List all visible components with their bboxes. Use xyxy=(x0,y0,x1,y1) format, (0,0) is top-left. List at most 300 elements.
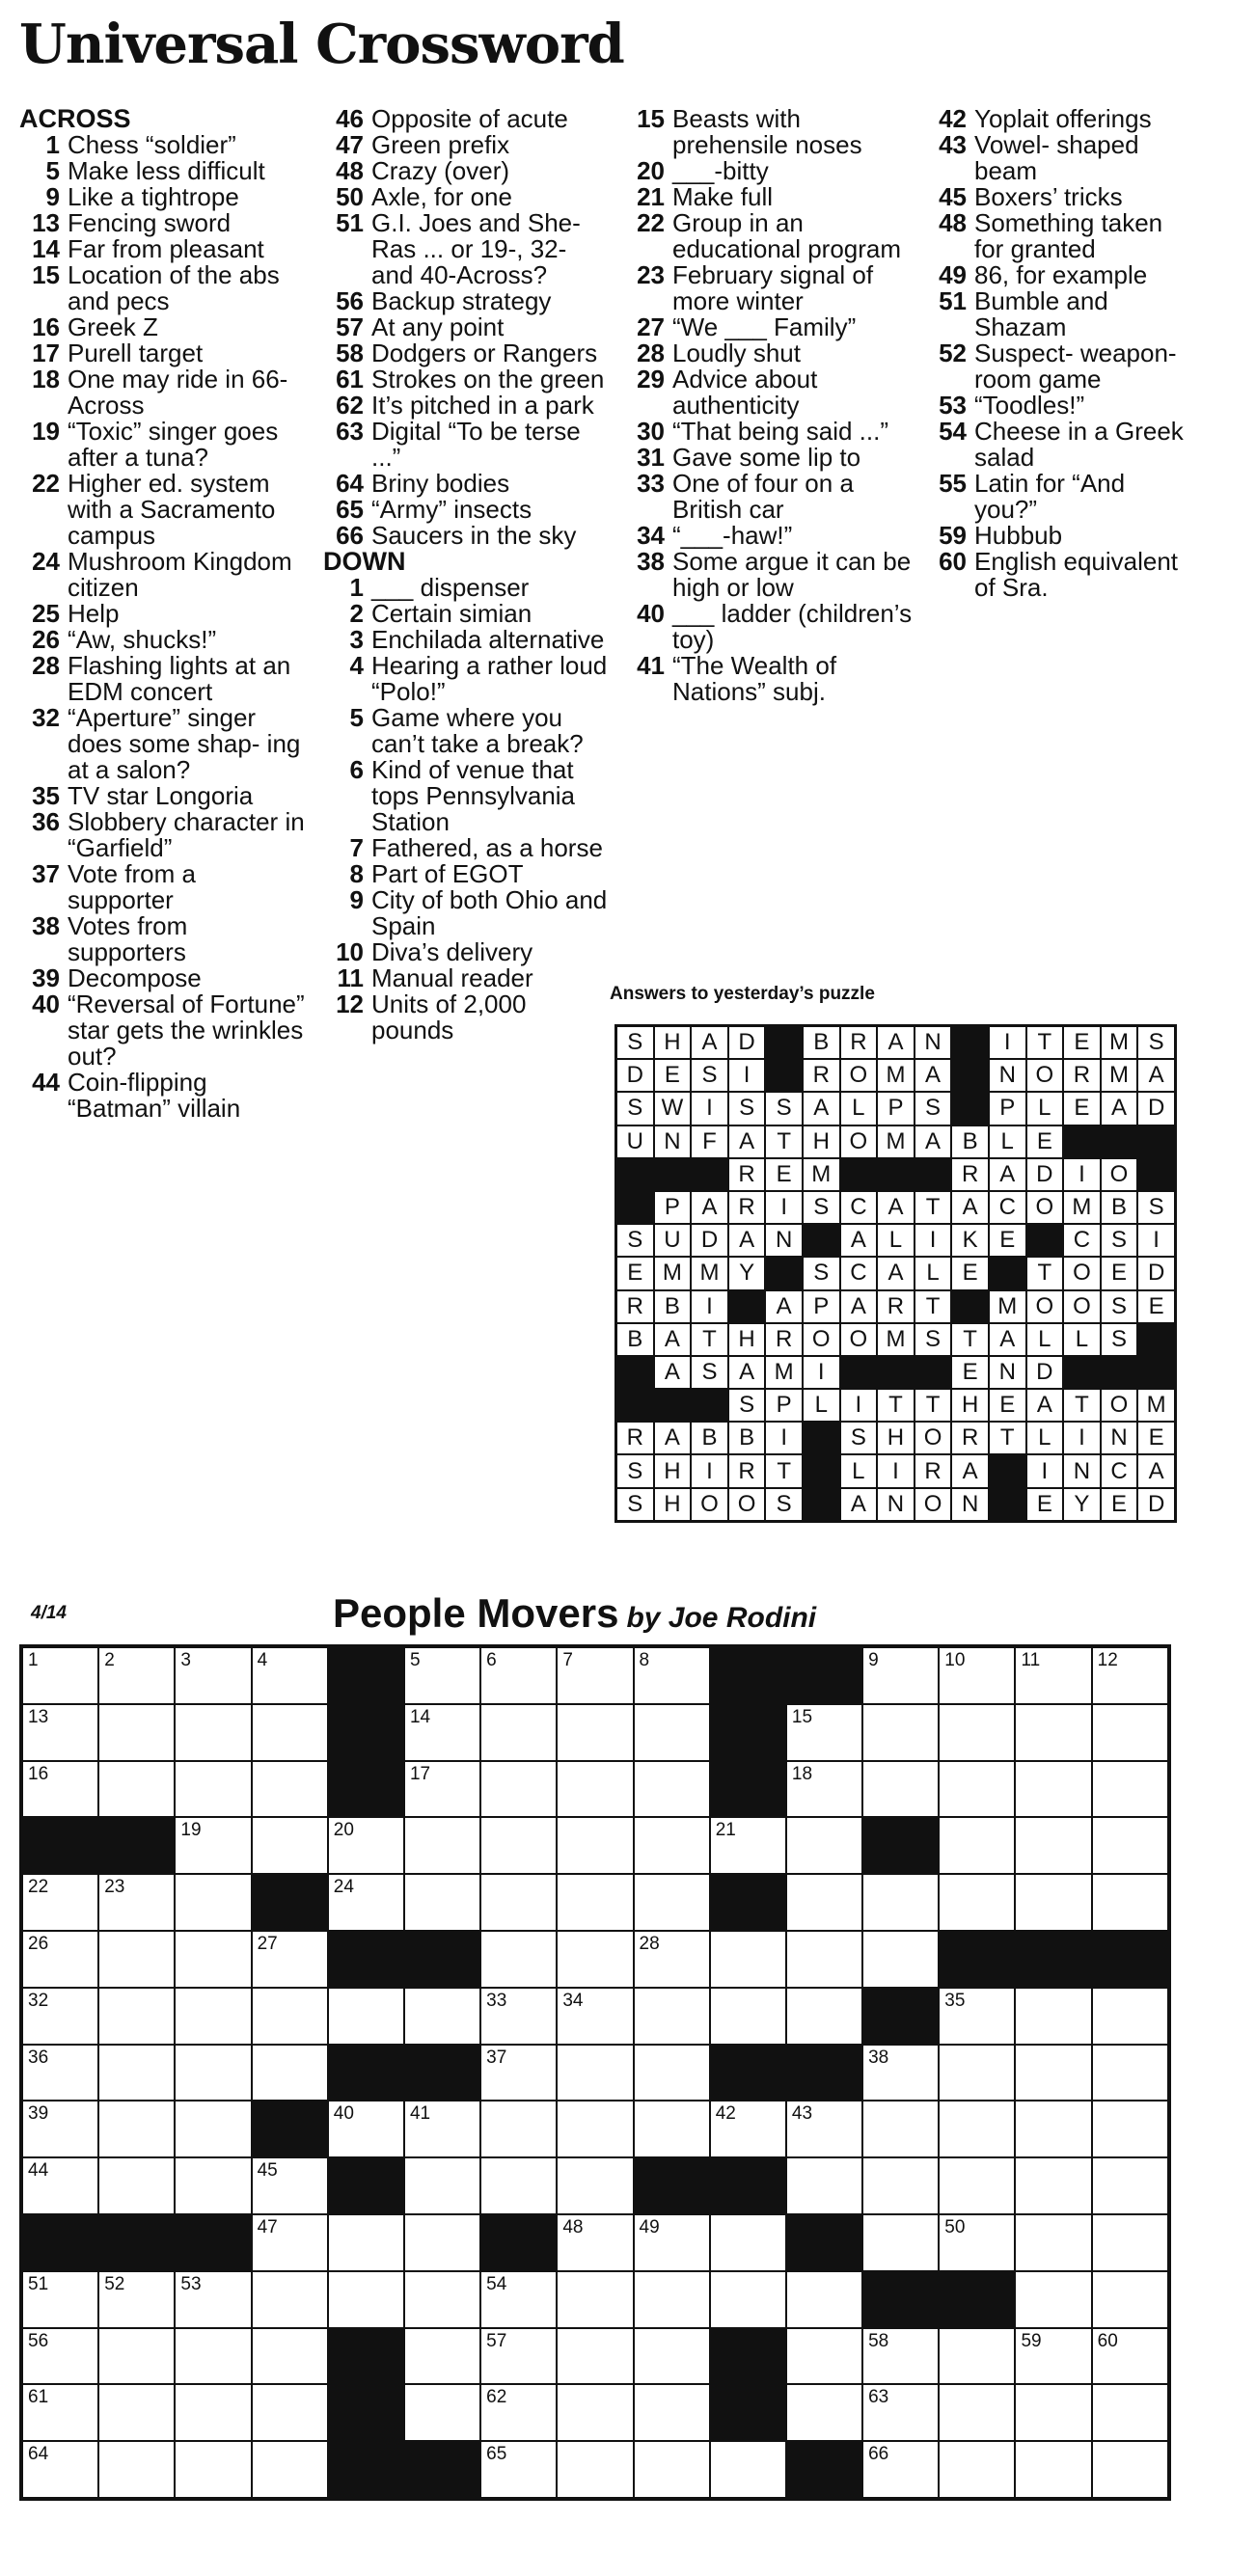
grid-cell[interactable] xyxy=(98,1988,175,2045)
answer-cell: O xyxy=(840,1323,878,1356)
answer-block xyxy=(765,1257,803,1289)
grid-cell[interactable] xyxy=(557,2045,633,2101)
clue xyxy=(926,106,1187,132)
grid-cell[interactable] xyxy=(480,2045,557,2101)
answer-cell: A xyxy=(728,1125,766,1158)
grid-cell[interactable] xyxy=(939,1647,1015,1704)
answer-block xyxy=(989,1454,1026,1487)
grid-block xyxy=(98,1817,175,1874)
grid-cell[interactable] xyxy=(22,2157,98,2214)
grid-cell[interactable] xyxy=(328,1817,404,1874)
grid-cell[interactable] xyxy=(634,2045,710,2101)
grid-cell[interactable] xyxy=(252,2045,328,2101)
grid-cell[interactable] xyxy=(22,1931,98,1988)
grid-cell[interactable] xyxy=(939,2384,1015,2441)
grid-cell[interactable] xyxy=(98,1874,175,1931)
answer-cell: N xyxy=(915,1026,952,1059)
grid-cell[interactable] xyxy=(98,1931,175,1988)
grid-cell[interactable] xyxy=(786,1874,862,1931)
grid-cell[interactable] xyxy=(404,1817,480,1874)
grid-cell[interactable] xyxy=(786,1704,862,1761)
grid-cell[interactable] xyxy=(1092,1704,1168,1761)
grid-cell[interactable] xyxy=(252,1647,328,1704)
grid-cell[interactable] xyxy=(98,2271,175,2328)
grid-cell[interactable] xyxy=(939,1817,1015,1874)
grid-cell[interactable] xyxy=(404,2157,480,2214)
grid-cell[interactable] xyxy=(252,1761,328,1818)
grid-cell[interactable] xyxy=(786,1988,862,2045)
grid-cell[interactable] xyxy=(98,2441,175,2498)
answer-block xyxy=(877,1356,915,1389)
grid-block xyxy=(710,1761,786,1818)
grid-cell[interactable] xyxy=(557,1931,633,1988)
clue xyxy=(624,653,914,705)
grid-cell[interactable] xyxy=(328,1988,404,2045)
grid-cell[interactable] xyxy=(1015,1988,1091,2045)
grid-cell[interactable] xyxy=(1015,2328,1091,2385)
clue-number: 41 xyxy=(637,651,665,680)
grid-block xyxy=(1092,1931,1168,1988)
grid-cell[interactable] xyxy=(786,2101,862,2157)
grid-cell[interactable] xyxy=(710,1817,786,1874)
grid-cell[interactable] xyxy=(328,2271,404,2328)
grid-cell[interactable] xyxy=(404,1647,480,1704)
grid-cell[interactable] xyxy=(557,2271,633,2328)
grid-cell[interactable] xyxy=(404,2214,480,2271)
clue-number: 2 xyxy=(349,599,364,628)
grid-cell[interactable] xyxy=(22,1761,98,1818)
answer-cell: M xyxy=(877,1059,915,1092)
grid-block xyxy=(404,2045,480,2101)
grid-block xyxy=(939,1931,1015,1988)
grid-cell[interactable] xyxy=(1015,1647,1091,1704)
cell-number: 62 xyxy=(486,2387,507,2408)
cell-number: 7 xyxy=(562,1650,573,1670)
answer-cell: A xyxy=(654,1323,692,1356)
answer-cell: D xyxy=(1137,1092,1175,1125)
clue-text: English equivalent of Sra. xyxy=(974,547,1179,602)
grid-cell[interactable] xyxy=(252,1988,328,2045)
clue-text: City of both Ohio and Spain xyxy=(371,885,608,940)
grid-cell[interactable] xyxy=(1092,1874,1168,1931)
grid-cell[interactable] xyxy=(1015,2214,1091,2271)
grid-cell[interactable] xyxy=(710,1931,786,1988)
grid-cell[interactable] xyxy=(634,1931,710,1988)
answer-cell: L xyxy=(1026,1323,1064,1356)
grid-cell[interactable] xyxy=(939,1761,1015,1818)
clue-number: 17 xyxy=(32,339,60,367)
grid-cell[interactable] xyxy=(557,1647,633,1704)
grid-cell[interactable] xyxy=(480,2328,557,2385)
clue xyxy=(323,393,613,419)
grid-cell[interactable] xyxy=(862,2101,939,2157)
clue xyxy=(19,705,309,783)
grid-cell[interactable] xyxy=(404,2328,480,2385)
grid-cell[interactable] xyxy=(22,2271,98,2328)
clue-number: 30 xyxy=(637,417,665,446)
answer-cell: I xyxy=(803,1356,840,1389)
grid-cell[interactable] xyxy=(634,2101,710,2157)
grid-cell[interactable] xyxy=(710,1988,786,2045)
grid-cell[interactable] xyxy=(786,2384,862,2441)
grid-cell[interactable] xyxy=(175,1931,251,1988)
clue-number: 48 xyxy=(939,208,967,237)
clue-text: Fencing sword xyxy=(68,208,232,237)
grid-cell[interactable] xyxy=(634,1817,710,1874)
grid-cell[interactable] xyxy=(710,2441,786,2498)
clue-number: 32 xyxy=(32,703,60,732)
grid-cell[interactable] xyxy=(252,2328,328,2385)
clue-number: 18 xyxy=(32,365,60,393)
grid-cell[interactable] xyxy=(786,1761,862,1818)
grid-cell[interactable] xyxy=(328,1874,404,1931)
grid-cell[interactable] xyxy=(404,1704,480,1761)
grid-cell[interactable] xyxy=(1092,1817,1168,1874)
grid-cell[interactable] xyxy=(939,2441,1015,2498)
grid-cell[interactable] xyxy=(98,2045,175,2101)
clue-number: 23 xyxy=(637,260,665,289)
grid-cell[interactable] xyxy=(175,1874,251,1931)
answer-block xyxy=(1063,1356,1101,1389)
grid-cell[interactable] xyxy=(786,2157,862,2214)
cell-number: 16 xyxy=(28,1763,49,1784)
answer-cell: O xyxy=(840,1125,878,1158)
clue xyxy=(19,314,309,340)
answer-cell: E xyxy=(1063,1026,1101,1059)
clue xyxy=(323,705,613,757)
grid-cell[interactable] xyxy=(786,1817,862,1874)
grid-cell[interactable] xyxy=(480,2441,557,2498)
answer-cell: L xyxy=(803,1389,840,1422)
answer-cell: M xyxy=(803,1158,840,1191)
grid-block xyxy=(404,1931,480,1988)
grid-cell[interactable] xyxy=(252,1704,328,1761)
answer-block xyxy=(1101,1356,1138,1389)
grid-cell[interactable] xyxy=(1015,1874,1091,1931)
clue-number: 44 xyxy=(32,1068,60,1097)
clue xyxy=(323,106,613,132)
answer-cell: E xyxy=(1137,1290,1175,1323)
answer-cell: E xyxy=(989,1389,1026,1422)
answer-cell: R xyxy=(951,1422,989,1454)
grid-cell[interactable] xyxy=(1015,2045,1091,2101)
answer-cell: R xyxy=(1063,1059,1101,1092)
grid-cell[interactable] xyxy=(175,1761,251,1818)
grid-cell[interactable] xyxy=(634,1874,710,1931)
grid-cell[interactable] xyxy=(328,2101,404,2157)
clue-column-2 xyxy=(323,106,613,1044)
answer-cell: I xyxy=(728,1059,766,1092)
grid-cell[interactable] xyxy=(786,1931,862,1988)
grid-cell[interactable] xyxy=(22,2045,98,2101)
clue xyxy=(624,314,914,340)
grid-cell[interactable] xyxy=(1015,1761,1091,1818)
answer-block xyxy=(1137,1323,1175,1356)
answer-cell: M xyxy=(877,1323,915,1356)
grid-cell[interactable] xyxy=(557,1874,633,1931)
grid-cell[interactable] xyxy=(1015,1817,1091,1874)
grid-cell[interactable] xyxy=(175,2384,251,2441)
grid-cell[interactable] xyxy=(1015,2441,1091,2498)
clue-column-3 xyxy=(624,106,914,705)
grid-cell[interactable] xyxy=(252,1817,328,1874)
grid-cell[interactable] xyxy=(862,2384,939,2441)
grid-cell[interactable] xyxy=(1092,2384,1168,2441)
grid-cell[interactable] xyxy=(480,1817,557,1874)
grid-cell[interactable] xyxy=(1092,2045,1168,2101)
grid-cell[interactable] xyxy=(175,1704,251,1761)
grid-cell[interactable] xyxy=(862,2214,939,2271)
grid-cell[interactable] xyxy=(98,2328,175,2385)
clue xyxy=(624,158,914,184)
answer-cell: A xyxy=(1137,1454,1175,1487)
grid-cell[interactable] xyxy=(22,1647,98,1704)
grid-block xyxy=(480,2214,557,2271)
grid-cell[interactable] xyxy=(557,1704,633,1761)
clue-text: Gave some lip to xyxy=(672,443,861,472)
grid-cell[interactable] xyxy=(22,2384,98,2441)
grid-cell[interactable] xyxy=(557,1817,633,1874)
grid-cell[interactable] xyxy=(404,1761,480,1818)
grid-cell[interactable] xyxy=(404,2384,480,2441)
grid-cell[interactable] xyxy=(1092,2157,1168,2214)
grid-cell[interactable] xyxy=(1092,2328,1168,2385)
clue-number: 25 xyxy=(32,599,60,628)
grid-cell[interactable] xyxy=(175,1988,251,2045)
clue-text: Coin-flipping “Batman” villain xyxy=(68,1068,241,1123)
puzzle-title-line xyxy=(333,1590,817,1636)
answer-block xyxy=(803,1422,840,1454)
clue-number: 54 xyxy=(939,417,967,446)
answer-cell: L xyxy=(840,1092,878,1125)
grid-cell[interactable] xyxy=(98,2384,175,2441)
grid-cell[interactable] xyxy=(939,2101,1015,2157)
grid-cell[interactable] xyxy=(98,1704,175,1761)
clue xyxy=(19,210,309,236)
grid-cell[interactable] xyxy=(939,2045,1015,2101)
grid-cell[interactable] xyxy=(480,2101,557,2157)
clue xyxy=(323,601,613,627)
grid-cell[interactable] xyxy=(175,2101,251,2157)
grid-cell[interactable] xyxy=(22,2328,98,2385)
grid-cell[interactable] xyxy=(252,2214,328,2271)
grid-cell[interactable] xyxy=(634,1988,710,2045)
grid-cell[interactable] xyxy=(557,2328,633,2385)
clue xyxy=(323,991,613,1044)
grid-cell[interactable] xyxy=(480,2384,557,2441)
grid-cell[interactable] xyxy=(557,2214,633,2271)
cell-number: 11 xyxy=(1021,1650,1041,1670)
grid-cell[interactable] xyxy=(939,2214,1015,2271)
grid-cell[interactable] xyxy=(862,2328,939,2385)
grid-cell[interactable] xyxy=(557,2157,633,2214)
grid-cell[interactable] xyxy=(22,1704,98,1761)
answer-cell: S xyxy=(840,1422,878,1454)
grid-cell[interactable] xyxy=(252,2157,328,2214)
grid-cell[interactable] xyxy=(634,2214,710,2271)
grid-cell[interactable] xyxy=(710,2101,786,2157)
clue-number: 36 xyxy=(32,807,60,836)
grid-cell[interactable] xyxy=(1092,2101,1168,2157)
grid-cell[interactable] xyxy=(22,2101,98,2157)
cell-number: 56 xyxy=(28,2330,49,2351)
grid-cell[interactable] xyxy=(634,2328,710,2385)
cell-number: 27 xyxy=(257,1933,278,1954)
answers-grid xyxy=(614,1024,1177,1523)
grid-cell[interactable] xyxy=(1015,2101,1091,2157)
grid-cell[interactable] xyxy=(1015,2271,1091,2328)
grid-cell[interactable] xyxy=(480,1874,557,1931)
grid-cell[interactable] xyxy=(634,1761,710,1818)
answer-block xyxy=(951,1026,989,1059)
grid-cell[interactable] xyxy=(252,2441,328,2498)
grid-cell[interactable] xyxy=(404,2101,480,2157)
answer-block xyxy=(803,1454,840,1487)
grid-cell[interactable] xyxy=(22,2441,98,2498)
grid-cell[interactable] xyxy=(786,2271,862,2328)
grid-cell[interactable] xyxy=(939,2328,1015,2385)
grid-cell[interactable] xyxy=(1092,2214,1168,2271)
grid-cell[interactable] xyxy=(557,2384,633,2441)
grid-cell[interactable] xyxy=(175,1817,251,1874)
cell-number: 50 xyxy=(944,2216,966,2237)
grid-cell[interactable] xyxy=(557,1761,633,1818)
grid-cell[interactable] xyxy=(1015,2384,1091,2441)
clue-text: Decompose xyxy=(68,963,202,992)
grid-cell[interactable] xyxy=(480,2157,557,2214)
cell-number: 34 xyxy=(562,1990,584,2011)
grid-cell[interactable] xyxy=(710,2271,786,2328)
grid-cell[interactable] xyxy=(480,1704,557,1761)
grid-cell[interactable] xyxy=(1092,2441,1168,2498)
grid-cell[interactable] xyxy=(1092,1761,1168,1818)
cell-number: 39 xyxy=(28,2103,49,2125)
grid-cell[interactable] xyxy=(557,2101,633,2157)
grid-cell[interactable] xyxy=(862,2045,939,2101)
clue-number: 62 xyxy=(336,391,364,420)
answer-cell: L xyxy=(1026,1092,1064,1125)
answer-cell: O xyxy=(1063,1257,1101,1289)
grid-cell[interactable] xyxy=(404,2271,480,2328)
grid-cell[interactable] xyxy=(98,1647,175,1704)
clue-text: Part of EGOT xyxy=(371,859,524,888)
grid-cell[interactable] xyxy=(862,2441,939,2498)
grid-cell[interactable] xyxy=(862,1874,939,1931)
clue xyxy=(624,445,914,471)
clue-text: “The Wealth of Nations” subj. xyxy=(672,651,837,706)
grid-cell[interactable] xyxy=(98,1761,175,1818)
grid-cell[interactable] xyxy=(939,1874,1015,1931)
grid-cell[interactable] xyxy=(939,2157,1015,2214)
clue-text: Chess “soldier” xyxy=(68,130,236,159)
cell-number: 52 xyxy=(104,2273,125,2294)
answer-cell: M xyxy=(654,1257,692,1289)
clue-text: “Aperture” singer does some shap- ing at a salon? xyxy=(68,703,301,784)
grid-cell[interactable] xyxy=(862,1761,939,1818)
clue-number: 64 xyxy=(336,469,364,498)
clue xyxy=(624,340,914,366)
clue-text: Suspect- weapon- room game xyxy=(974,339,1177,393)
clue-number: 40 xyxy=(32,990,60,1018)
grid-cell[interactable] xyxy=(175,2157,251,2214)
grid-cell[interactable] xyxy=(175,1647,251,1704)
answer-cell: S xyxy=(803,1257,840,1289)
grid-cell[interactable] xyxy=(1015,1704,1091,1761)
grid-cell[interactable] xyxy=(557,2441,633,2498)
clue-number: 55 xyxy=(939,469,967,498)
grid-cell[interactable] xyxy=(1015,2157,1091,2214)
clue-number: 39 xyxy=(32,963,60,992)
grid-cell[interactable] xyxy=(1092,2271,1168,2328)
clue-number: 4 xyxy=(349,651,364,680)
clue-number: 63 xyxy=(336,417,364,446)
grid-cell[interactable] xyxy=(252,2271,328,2328)
answer-cell: T xyxy=(915,1389,952,1422)
grid-cell[interactable] xyxy=(480,2271,557,2328)
grid-block xyxy=(328,1704,404,1761)
grid-cell[interactable] xyxy=(98,2101,175,2157)
clue xyxy=(323,419,613,471)
grid-cell[interactable] xyxy=(328,2214,404,2271)
answer-cell: L xyxy=(840,1454,878,1487)
clue-text: Vote from a supporter xyxy=(68,859,196,914)
answer-cell: D xyxy=(616,1059,654,1092)
grid-cell[interactable] xyxy=(175,2271,251,2328)
grid-cell[interactable] xyxy=(1092,1988,1168,2045)
clue xyxy=(926,549,1187,601)
answer-cell: P xyxy=(803,1290,840,1323)
answer-cell: I xyxy=(765,1191,803,1224)
grid-cell[interactable] xyxy=(634,2384,710,2441)
grid-cell[interactable] xyxy=(862,1647,939,1704)
grid-cell[interactable] xyxy=(862,1931,939,1988)
grid-cell[interactable] xyxy=(175,2441,251,2498)
grid-cell[interactable] xyxy=(786,2328,862,2385)
clue-text: TV star Longoria xyxy=(68,781,254,810)
grid-cell[interactable] xyxy=(175,2045,251,2101)
grid-cell[interactable] xyxy=(98,2157,175,2214)
grid-cell[interactable] xyxy=(22,1988,98,2045)
clue-text: Like a tightrope xyxy=(68,182,239,211)
grid-cell[interactable] xyxy=(862,2157,939,2214)
grid-cell[interactable] xyxy=(939,1988,1015,2045)
grid-cell[interactable] xyxy=(557,1988,633,2045)
grid-cell[interactable] xyxy=(634,2441,710,2498)
grid-cell[interactable] xyxy=(252,1931,328,1988)
grid-cell[interactable] xyxy=(634,2271,710,2328)
clue-text: Make full xyxy=(672,182,774,211)
grid-cell[interactable] xyxy=(939,1704,1015,1761)
grid-cell[interactable] xyxy=(404,1874,480,1931)
grid-cell[interactable] xyxy=(175,2328,251,2385)
answer-cell: I xyxy=(691,1290,728,1323)
grid-cell[interactable] xyxy=(404,1988,480,2045)
grid-cell[interactable] xyxy=(862,1704,939,1761)
grid-cell[interactable] xyxy=(480,1647,557,1704)
grid-cell[interactable] xyxy=(710,2214,786,2271)
grid-cell[interactable] xyxy=(480,1931,557,1988)
grid-cell[interactable] xyxy=(634,1704,710,1761)
grid-cell[interactable] xyxy=(22,1874,98,1931)
grid-cell[interactable] xyxy=(252,2384,328,2441)
cell-number: 53 xyxy=(180,2273,202,2294)
clue-text: Kind of venue that tops Pennsylvania Station xyxy=(371,755,576,836)
grid-cell[interactable] xyxy=(1092,1647,1168,1704)
grid-cell[interactable] xyxy=(480,1761,557,1818)
clue-number: 34 xyxy=(637,521,665,550)
grid-cell[interactable] xyxy=(634,1647,710,1704)
grid-cell[interactable] xyxy=(480,1988,557,2045)
